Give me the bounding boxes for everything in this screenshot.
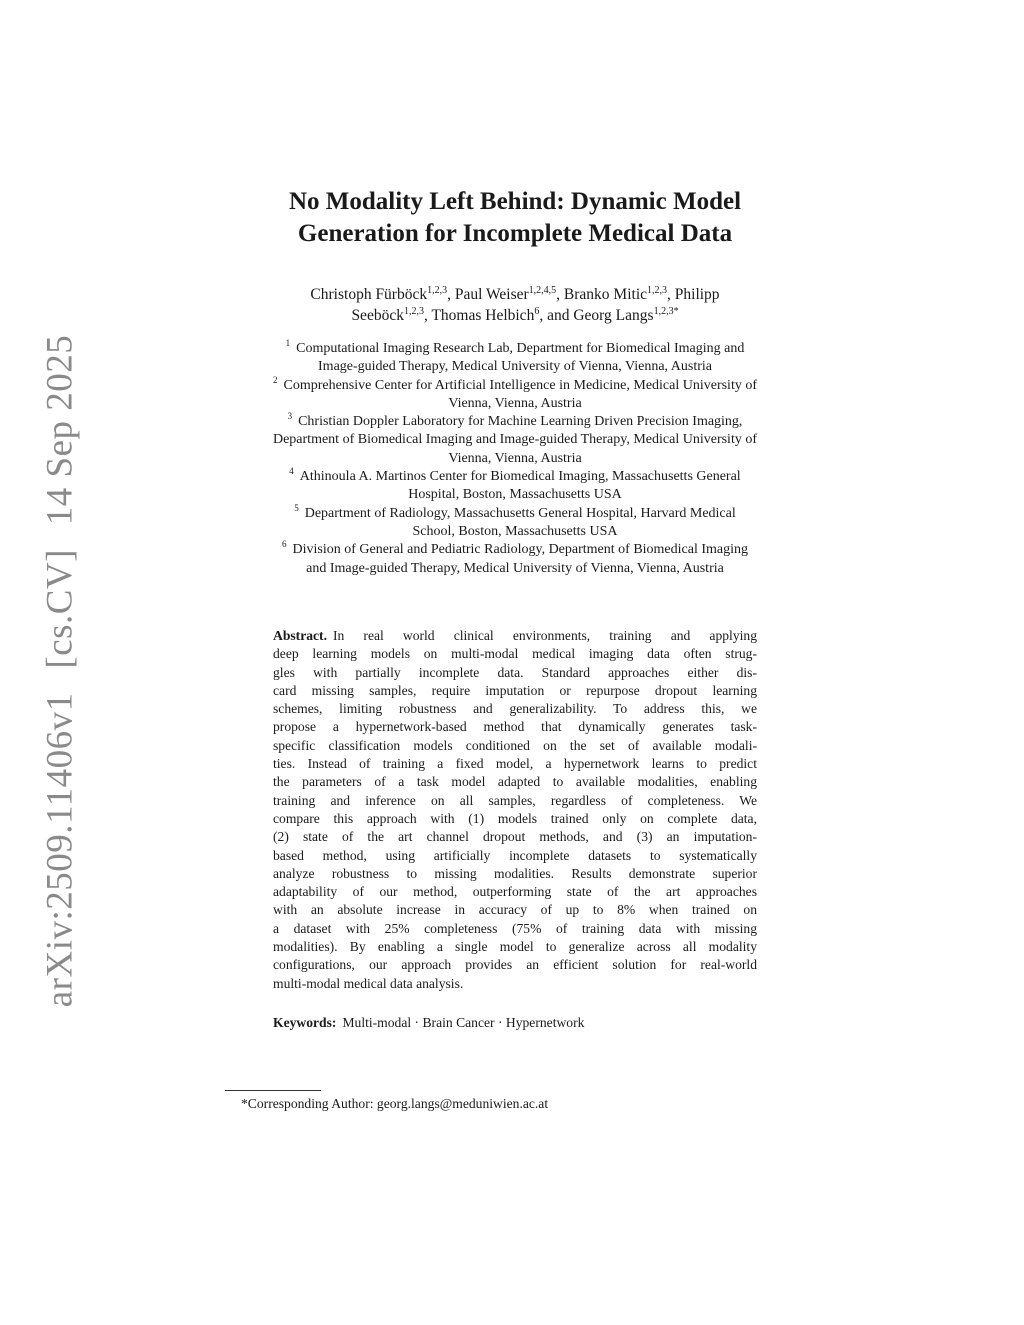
arxiv-identifier	[39, 321, 82, 1008]
author-line-2	[220, 305, 810, 326]
affiliation-line: Vienna, Vienna, Austria	[448, 450, 582, 466]
affiliation-text: Division of General and Pediatric Radiology, Department of Biomedical Imaging	[292, 542, 749, 558]
affiliation-text: Department of Radiology, Massachusetts General Hospital, Harvard Medical	[304, 505, 736, 521]
keywords-text: Multi-modal · Brain Cancer · Hypernetwork	[342, 1015, 585, 1030]
abstract-text: In real world clinical environments, training and applying	[332, 628, 757, 643]
corresponding-author-footnote: *Corresponding Author: georg.langs@meduniwien.ac.at	[241, 1096, 549, 1111]
arxiv-id: arXiv:2509.11406v1	[39, 692, 81, 1008]
abstract-line: schemes, limiting robustness and generalizability. To address this, we	[273, 701, 757, 717]
affiliation-line	[220, 374, 810, 395]
affiliation-line	[220, 413, 810, 431]
affiliation-line: and Image-guided Therapy, Medical University of Vienna, Vienna, Austria	[306, 560, 724, 576]
affiliation-number: 2	[272, 374, 278, 385]
keywords-label: Keywords:	[273, 1015, 337, 1030]
author-name: Philipp	[674, 286, 720, 303]
affiliation-number: 1	[285, 338, 291, 348]
abstract-line: (2) state of the art channel dropout methods, and (3) an imputation-	[273, 829, 757, 845]
abstract-line: training and inference on all samples, regardless of completeness. We	[273, 792, 757, 808]
affiliation-line	[220, 541, 810, 559]
affiliation-item	[220, 541, 810, 578]
abstract-line: multi-modal medical data analysis.	[273, 975, 464, 991]
affiliation-line	[220, 502, 810, 523]
author-affiliation-marks: 1,2,3	[427, 285, 448, 296]
affiliation-text: Athinoula A. Martinos Center for Biomedical Imaging, Massachusetts General	[299, 469, 741, 485]
author-name: Paul Weiser	[454, 286, 529, 303]
author-separator: ,	[556, 286, 564, 303]
author-separator: ,	[423, 307, 432, 324]
author-affiliation-marks: 1,2,3*	[653, 306, 679, 317]
affiliation-text: Christian Doppler Laboratory for Machine Learning Driven Precision Imaging,	[298, 414, 743, 430]
abstract-line: analyze robustness to missing modalities. Results demonstrate superior	[273, 865, 757, 881]
author-name: Georg Langs	[573, 307, 654, 324]
abstract-line: based method, using artificially incomplete datasets to systematically	[273, 847, 757, 863]
abstract-line: a dataset with 25% completeness (75% of training data with missing	[273, 920, 757, 936]
abstract-line: deep learning models on multi-modal medical imaging data often strug-	[273, 646, 757, 662]
author-separator: ,	[667, 286, 675, 303]
affiliation-line: School, Boston, Massachusetts USA	[412, 523, 618, 539]
affiliation-number: 4	[289, 466, 294, 477]
affiliation-item	[220, 468, 810, 505]
title-line-2: Generation for Incomplete Medical Data	[297, 220, 733, 247]
abstract-line	[273, 627, 757, 645]
affiliation-line: Vienna, Vienna, Austria	[448, 395, 582, 411]
abstract-line: card missing samples, require imputation or repurpose dropout learning	[273, 682, 757, 698]
footnote-divider	[225, 1090, 321, 1091]
abstract-line: modalities). By enabling a single model to generalize across all modality	[273, 939, 757, 955]
author-affiliation-marks: 1,2,4,5	[528, 285, 557, 296]
abstract	[273, 627, 757, 993]
affiliation-line: Hospital, Boston, Massachusetts USA	[408, 487, 622, 503]
author-name: Branko Mitic	[563, 286, 648, 303]
affiliation-item	[220, 340, 810, 377]
abstract-label: Abstract.	[273, 628, 327, 643]
affiliation-item	[220, 413, 810, 468]
affiliation-line	[220, 340, 810, 358]
affiliation-line: Department of Biomedical Imaging and Image-guided Therapy, Medical University of	[272, 432, 757, 448]
keywords	[273, 1014, 757, 1032]
affiliation-line	[220, 468, 810, 486]
author-list	[220, 284, 810, 326]
author-affiliation-marks: 1,2,3	[647, 285, 668, 296]
arxiv-date: 14 Sep 2025	[39, 334, 81, 526]
author-separator: , and	[539, 307, 574, 324]
affiliation-number: 3	[287, 411, 293, 422]
affiliation-item	[220, 502, 810, 542]
paper-title	[200, 186, 830, 250]
abstract-line: propose a hypernetwork-based method that dynamically generates task-	[273, 719, 757, 735]
affiliation-number: 6	[281, 539, 287, 550]
author-name: Seeböck	[351, 307, 404, 324]
author-name: Christoph Fürböck	[310, 286, 428, 303]
abstract-line: compare this approach with (1) models trained only on complete data,	[273, 810, 757, 826]
abstract-line: gles with partially incomplete data. Standard approaches either dis-	[273, 664, 757, 680]
abstract-line: adaptability of our method, outperforming state of the art approaches	[273, 884, 757, 900]
affiliation-list	[220, 340, 810, 578]
author-separator: ,	[447, 286, 455, 303]
abstract-line: specific classification models conditioned on the set of available modali-	[273, 737, 757, 753]
affiliation-line: Image-guided Therapy, Medical University of Vienna, Vienna, Austria	[318, 359, 712, 375]
arxiv-category: [cs.CV]	[39, 548, 81, 669]
author-affiliation-marks: 1,2,3	[403, 306, 424, 317]
affiliation-text: Comprehensive Center for Artificial Intelligence in Medicine, Medical University of	[283, 377, 758, 393]
author-name: Thomas Helbich	[431, 307, 535, 324]
abstract-line: ties. Instead of training a fixed model, a hypernetwork learns to predict	[273, 756, 757, 772]
abstract-line: configurations, our approach provides an efficient solution for real-world	[273, 957, 757, 973]
affiliation-item	[220, 374, 810, 414]
title-line-1: No Modality Left Behind: Dynamic Model	[288, 188, 742, 215]
affiliation-number: 5	[294, 502, 299, 513]
abstract-line: with an absolute increase in accuracy of up to 8% when trained on	[273, 902, 757, 918]
author-affiliation-marks: 6	[534, 306, 540, 317]
author-line-1	[220, 284, 810, 305]
abstract-line: the parameters of a task model adapted to available modalities, enabling	[273, 774, 757, 790]
affiliation-text: Computational Imaging Research Lab, Department for Biomedical Imaging and	[296, 341, 745, 356]
